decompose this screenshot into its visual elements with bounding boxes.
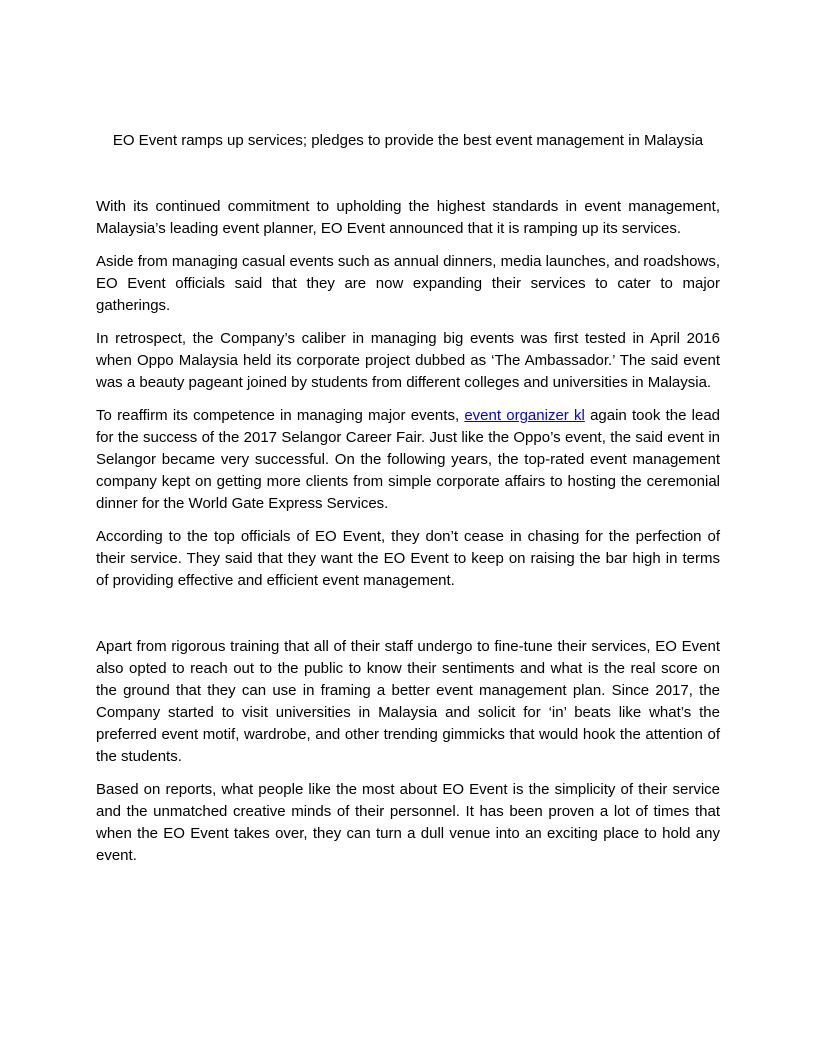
paragraph-reports: Based on reports, what people like the most about EO Event is the simplicity of their service and the unmatched creative minds of their personnel. It has been proven a lot of times that when the EO Event takes over, they can turn a dull venue into an exciting place to hold any event.	[96, 781, 720, 864]
paragraph-ambassador-2016: In retrospect, the Company’s caliber in managing big events was first tested in April 2016 when Oppo Malaysia held its corporate project dubbed as ‘The Ambassador.’ The said event was a beauty pageant joined by students from different colleges and universities in Malaysia.	[96, 330, 720, 391]
paragraph-text-before-link: To reaffirm its competence in managing major events,	[96, 407, 465, 424]
event-organizer-kl-link[interactable]: event organizer kl	[464, 407, 585, 424]
blank-line	[96, 603, 720, 625]
paragraph-expanding-services: Aside from managing casual events such as annual dinners, media launches, and roadshows, EO Event officials said that they are now expanding their services to cater to major gatherings.	[96, 253, 720, 314]
paragraph-text-after-link: again took the lead for the success of the 2017 Selangor Career Fair. Just like the Oppo’s event, the said event in Selangor became very successful. On the following years, the top-rated event management company kept on getting more clients from simple corporate affairs to hosting the ceremonial dinner for the World Gate Express Services.	[96, 407, 720, 512]
paragraph-commitment: With its continued commitment to upholding the highest standards in event management, Malaysia’s leading event planner, EO Event announced that it is ramping up its services.	[96, 198, 720, 237]
paragraph-selangor-career-fair	[96, 405, 720, 515]
paragraph-perfection: According to the top officials of EO Event, they don’t cease in chasing for the perfection of their service. They said that they want the EO Event to keep on raising the bar high in terms of providing effective and efficient event management.	[96, 528, 720, 589]
paragraph-rigorous-training: Apart from rigorous training that all of their staff undergo to fine-tune their services, EO Event also opted to reach out to the public to know their sentiments and what is the real score on the ground that they can use in framing a better event management plan. Since 2017, the Company started to visit universities in Malaysia and solicit for ‘in’ beats like what’s the preferred event motif, wardrobe, and other trending gimmicks that would hook the attention of the students.	[96, 638, 720, 765]
document-title: EO Event ramps up services; pledges to provide the best event management in Malaysia	[112, 132, 704, 149]
blank-line	[96, 163, 720, 185]
